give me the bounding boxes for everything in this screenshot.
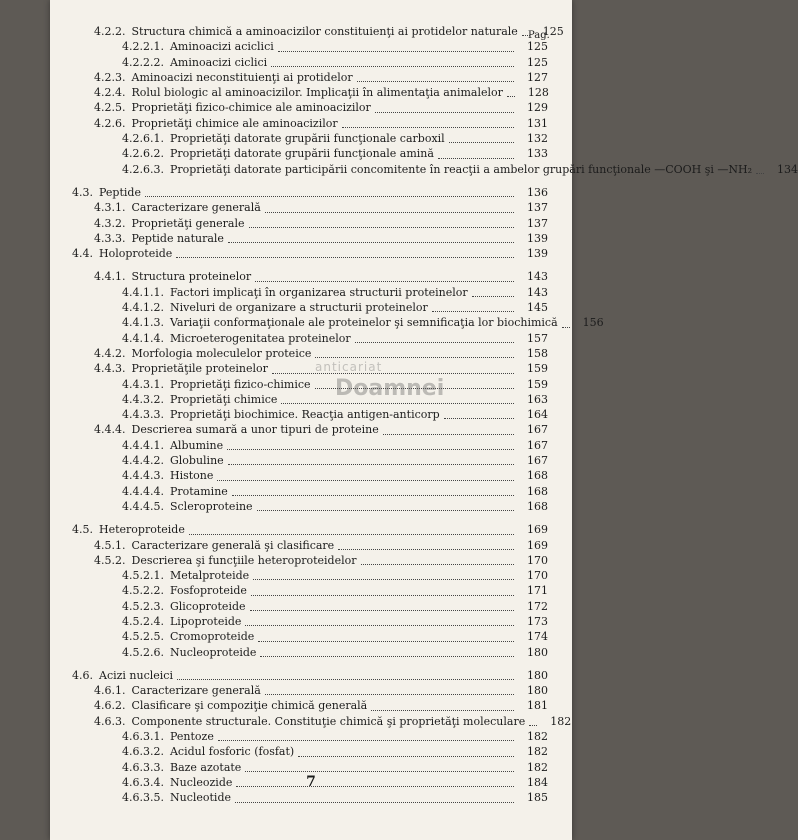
toc-entry-page: 182 [527, 760, 548, 774]
toc-entry-title: Baze azotate [169, 760, 242, 774]
toc-entry-title: Nucleoproteide [169, 645, 257, 659]
toc-entry [72, 392, 548, 407]
toc-entry-number: 4.4.3.3. [122, 408, 164, 422]
toc-entry-page: 159 [527, 362, 548, 376]
toc-entry-title: Fosfoproteide [169, 584, 247, 598]
toc-entry [72, 568, 548, 583]
book-page [50, 0, 798, 840]
toc-entry-page: 184 [527, 775, 548, 789]
toc-entry-number: 4.5.2.2. [122, 584, 164, 598]
toc-entry-page: 131 [527, 116, 548, 130]
toc-entry-page: 139 [527, 231, 548, 245]
toc-entry-number: 4.6.3.4. [122, 775, 164, 789]
toc-entry-title: Niveluri de organizare a structurii proteinelor [169, 301, 428, 315]
toc-entry-title: Rolul biologic al aminoacizilor. Implicaţii în alimentaţia animalelor [131, 86, 503, 100]
toc-entry-number: 4.4.1.4. [122, 331, 164, 345]
toc-entry-page: 125 [527, 40, 548, 54]
toc-entry-page: 182 [527, 745, 548, 759]
toc-entry-title: Descrierea şi funcţiile heteroproteidelor [131, 553, 357, 567]
toc-entry-number: 4.5.2.4. [122, 614, 164, 628]
toc-entry [72, 729, 548, 744]
toc-entry [72, 645, 548, 660]
toc-entry-number: 4.2.6.1. [122, 132, 164, 146]
toc-entry-page: 125 [527, 55, 548, 69]
dot-leader [232, 495, 514, 496]
toc-entry-page: 169 [527, 523, 548, 537]
toc-entry-page: 143 [527, 270, 548, 284]
toc-entry-number: 4.3. [72, 185, 93, 199]
toc-entry-number: 4.4.4. [94, 423, 126, 437]
toc-entry-title: Peptide naturale [131, 231, 224, 245]
toc-entry-page: 136 [527, 185, 548, 199]
toc-entry [72, 499, 548, 514]
dot-leader [258, 641, 514, 642]
dot-leader [271, 66, 514, 67]
toc-entry-page: 180 [527, 668, 548, 682]
dot-leader [228, 242, 514, 243]
toc-entry-page: 181 [527, 699, 548, 713]
toc-entry [72, 285, 548, 300]
toc-entry-page: 156 [582, 316, 604, 330]
toc-entry-page: 125 [542, 25, 564, 38]
dot-leader [357, 81, 514, 82]
toc-entry-number: 4.4.4.5. [122, 499, 164, 513]
toc-entry-number: 4.5.2.6. [122, 645, 164, 659]
toc-entry [72, 698, 548, 713]
toc-entry-number: 4.5. [72, 523, 93, 537]
toc-entry [72, 24, 564, 39]
toc-entry-number: 4.2.3. [94, 70, 126, 84]
toc-entry-number: 4.2.2. [94, 25, 126, 38]
toc-entry [72, 346, 548, 361]
toc-entry-number: 4.4.4.4. [122, 484, 164, 498]
watermark-line2: Doamnei [335, 376, 445, 401]
toc-entry-page: 139 [527, 247, 548, 261]
dot-leader [265, 694, 514, 695]
toc-entry [72, 55, 548, 70]
dot-leader [756, 173, 764, 174]
dot-leader [251, 595, 514, 596]
toc-entry-title: Clasificare şi compoziţie chimică generală [131, 699, 368, 713]
dot-leader [189, 534, 514, 535]
toc-entry-page: 171 [527, 584, 548, 598]
toc-entry-page: 170 [527, 553, 548, 567]
toc-entry-page: 134 [777, 162, 798, 176]
dot-leader [355, 342, 514, 343]
toc-entry-title: Morfologia moleculelor proteice [131, 346, 312, 360]
dot-leader [338, 549, 514, 550]
dot-leader [315, 357, 514, 358]
toc-entry-number: 4.6.3.5. [122, 791, 164, 805]
toc-entry-page: 182 [527, 730, 548, 744]
toc-entry [72, 422, 548, 437]
dot-leader [257, 510, 514, 511]
toc-entry-title: Proprietăţile proteinelor [131, 362, 268, 376]
dot-leader [235, 802, 514, 803]
toc-entry-number: 4.3.2. [94, 216, 126, 230]
toc-entry-number: 4.4.1.3. [122, 316, 164, 330]
toc-entry-number: 4.3.3. [94, 231, 126, 245]
toc-entry-title: Caracterizare generală [131, 684, 261, 698]
toc-entry [72, 599, 548, 614]
toc-entry-number: 4.6.3.1. [122, 730, 164, 744]
toc-entry-number: 4.2.6.3. [122, 162, 164, 176]
toc-entry-number: 4.6.3. [94, 714, 126, 728]
toc-entry-title: Nucleozide [169, 775, 233, 789]
toc-entry-page: 172 [527, 599, 548, 613]
toc-entry [72, 553, 548, 568]
toc-entry [72, 361, 548, 376]
dot-leader [245, 771, 514, 772]
table-of-contents [72, 24, 798, 806]
toc-entry [72, 538, 548, 553]
toc-entry-page: 128 [527, 86, 549, 100]
toc-entry-number: 4.4.1.1. [122, 285, 164, 299]
toc-entry-number: 4.4.1.2. [122, 301, 164, 315]
toc-entry-number: 4.6.3.2. [122, 745, 164, 759]
toc-entry-page: 158 [527, 346, 548, 360]
toc-entry-number: 4.4.1. [94, 270, 126, 284]
toc-entry-title: Factori implicaţi în organizarea structurii proteinelor [169, 285, 468, 299]
dot-leader [250, 610, 514, 611]
toc-entry-page: 173 [527, 614, 548, 628]
toc-entry-number: 4.2.2.1. [122, 40, 164, 54]
toc-entry-page: 133 [527, 147, 548, 161]
toc-entry-number: 4.4.4.3. [122, 469, 164, 483]
toc-entry-title: Proprietăţi biochimice. Reacţia antigen-anticorp [169, 408, 440, 422]
toc-entry-number: 4.2.6. [94, 116, 126, 130]
toc-entry-page: 157 [527, 331, 548, 345]
toc-entry-title: Proprietăţi fizico-chimice [169, 377, 311, 391]
dot-leader [227, 449, 514, 450]
toc-entry [72, 760, 548, 775]
toc-entry-title: Heteroproteide [99, 523, 185, 537]
toc-entry [72, 668, 548, 683]
toc-entry [72, 162, 798, 177]
toc-entry-number: 4.6.2. [94, 699, 126, 713]
watermark-line1: anticariat [315, 360, 383, 374]
toc-entry [72, 377, 548, 392]
toc-entry-number: 4.4. [72, 247, 93, 261]
toc-entry-title: Microeterogenitatea proteinelor [169, 331, 351, 345]
toc-entry-title: Pentoze [169, 730, 214, 744]
toc-entry-page: 137 [527, 216, 548, 230]
toc-entry-number: 4.5.2.3. [122, 599, 164, 613]
toc-entry-number: 4.2.6.2. [122, 147, 164, 161]
dot-leader [228, 464, 514, 465]
toc-entry-number: 4.6.3.3. [122, 760, 164, 774]
toc-entry-title: Proprietăţi fizico-chimice ale aminoacizilor [131, 101, 371, 115]
toc-entry-number: 4.4.2. [94, 346, 126, 360]
toc-entry-title: Aminoacizi neconstituienţi ai protidelor [131, 70, 353, 84]
toc-entry-page: 137 [527, 201, 548, 215]
toc-entry [72, 629, 548, 644]
toc-entry-number: 4.4.4.1. [122, 438, 164, 452]
toc-entry-title: Cromoproteide [169, 630, 255, 644]
toc-entry [72, 300, 548, 315]
dot-leader [562, 327, 570, 328]
toc-entry-title: Aminoacizi ciclici [169, 55, 268, 69]
toc-entry [72, 683, 548, 698]
dot-leader [444, 418, 514, 419]
toc-entry-page: 145 [527, 301, 548, 315]
toc-entry-page: 167 [527, 454, 548, 468]
toc-entry-page: 167 [527, 438, 548, 452]
dot-leader [218, 740, 514, 741]
dot-leader [449, 142, 514, 143]
toc-entry-title: Componente structurale. Constituţie chimică şi proprietăţi moleculare [131, 714, 526, 728]
toc-entry-number: 4.4.3. [94, 362, 126, 376]
toc-entry-number: 4.4.3.1. [122, 377, 164, 391]
dot-leader [522, 35, 530, 36]
toc-entry-page: 129 [527, 101, 548, 115]
dot-leader [371, 710, 514, 711]
watermark [315, 360, 445, 420]
toc-entry-title: Variaţii conformaţionale ale proteinelor şi semnificaţia lor biochimică [169, 316, 558, 330]
dot-leader [253, 579, 514, 580]
toc-entry-title: Scleroproteine [169, 499, 253, 513]
toc-entry [72, 131, 548, 146]
toc-entry-title: Protamine [169, 484, 228, 498]
toc-entry-title: Aminoacizi aciclici [169, 40, 274, 54]
toc-entry-page: 159 [527, 377, 548, 391]
toc-entry-page: 185 [527, 791, 548, 805]
toc-entry [72, 70, 548, 85]
toc-entry-number: 4.6. [72, 668, 93, 682]
toc-entry [72, 216, 548, 231]
toc-entry [72, 484, 548, 499]
toc-entry-number: 4.2.4. [94, 86, 126, 100]
toc-entry [72, 583, 548, 598]
dot-leader [278, 51, 514, 52]
toc-entry-title: Caracterizare generală [131, 201, 261, 215]
toc-entry-title: Proprietăţi datorate grupării funcţionale amină [169, 147, 434, 161]
dot-leader [438, 158, 514, 159]
dot-leader [472, 296, 514, 297]
toc-entry-number: 4.5.2.5. [122, 630, 164, 644]
toc-entry-number: 4.2.5. [94, 101, 126, 115]
dot-leader [249, 227, 514, 228]
dot-leader [177, 679, 514, 680]
toc-entry-title: Albumine [169, 438, 224, 452]
toc-entry-page: 127 [527, 70, 548, 84]
toc-entry [72, 100, 548, 115]
toc-entry [72, 614, 548, 629]
dot-leader [342, 127, 514, 128]
dot-leader [245, 625, 514, 626]
toc-entry-title: Lipoproteide [169, 614, 242, 628]
toc-entry [72, 246, 548, 261]
dot-leader [145, 196, 514, 197]
toc-entry-title: Globuline [169, 454, 224, 468]
toc-entry [72, 315, 604, 330]
toc-entry-title: Acizi nucleici [99, 668, 173, 682]
toc-entry-title: Descrierea sumară a unor tipuri de proteine [131, 423, 379, 437]
page-column-label: Pag. [528, 30, 550, 41]
dot-leader [361, 564, 514, 565]
toc-entry-title: Proprietăţi datorate grupării funcţionale carboxil [169, 132, 445, 146]
toc-entry-number: 4.4.3.2. [122, 392, 164, 406]
toc-entry [72, 744, 548, 759]
toc-entry [72, 438, 548, 453]
toc-entry-number: 4.5.1. [94, 538, 126, 552]
toc-entry-page: 168 [527, 484, 548, 498]
toc-entry-page: 167 [527, 423, 548, 437]
toc-entry-title: Proprietăţi generale [131, 216, 245, 230]
dot-leader [375, 112, 514, 113]
toc-entry [72, 85, 548, 100]
toc-entry-title: Structura chimică a aminoacizilor constituienţi ai protidelor naturale [131, 25, 518, 38]
toc-entry-page: 169 [527, 538, 548, 552]
toc-entry-page: 132 [527, 132, 548, 146]
toc-entry-title: Metalproteide [169, 569, 250, 583]
dot-leader [507, 96, 515, 97]
dot-leader [529, 725, 537, 726]
toc-entry-page: 164 [527, 408, 548, 422]
toc-entry [72, 468, 548, 483]
dot-leader [255, 281, 514, 282]
toc-entry-page: 168 [527, 499, 548, 513]
toc-entry-page: 180 [527, 684, 548, 698]
toc-entry [72, 407, 548, 422]
toc-entry-title: Structura proteinelor [131, 270, 252, 284]
toc-entry-number: 4.6.1. [94, 684, 126, 698]
toc-entry-page: 180 [527, 645, 548, 659]
toc-entry [72, 231, 548, 246]
toc-entry [72, 522, 548, 537]
toc-entry-title: Histone [169, 469, 214, 483]
dot-leader [265, 212, 514, 213]
toc-entry-title: Peptide [99, 185, 141, 199]
toc-entry-title: Acidul fosforic (fosfat) [169, 745, 295, 759]
toc-entry [72, 269, 548, 284]
toc-entry [72, 331, 548, 346]
toc-entry-page: 143 [527, 285, 548, 299]
toc-entry-page: 174 [527, 630, 548, 644]
toc-entry-page: 163 [527, 392, 548, 406]
toc-entry-title: Glicoproteide [169, 599, 246, 613]
toc-entry [72, 714, 572, 729]
toc-entry [72, 185, 548, 200]
toc-entry-number: 4.5.2.1. [122, 569, 164, 583]
toc-entry [72, 453, 548, 468]
toc-entry-number: 4.4.4.2. [122, 454, 164, 468]
dot-leader [432, 311, 514, 312]
toc-entry-page: 168 [527, 469, 548, 483]
toc-entry-number: 4.2.2.2. [122, 55, 164, 69]
dot-leader [176, 257, 514, 258]
toc-entry-title: Proprietăţi datorate participării concomitente în reacţii a ambelor grupări funcţionale —COOH şi —NH₂ [169, 162, 753, 176]
toc-entry-title: Caracterizare generală şi clasificare [131, 538, 335, 552]
dot-leader [260, 656, 514, 657]
dot-leader [298, 756, 514, 757]
page-number: 7 [306, 774, 316, 790]
toc-entry [72, 116, 548, 131]
dot-leader [217, 480, 514, 481]
toc-entry [72, 39, 548, 54]
toc-entry-title: Holoproteide [99, 247, 173, 261]
toc-entry-page: 170 [527, 569, 548, 583]
toc-entry-title: Proprietăţi chimice [169, 392, 278, 406]
toc-entry [72, 146, 548, 161]
toc-entry [72, 200, 548, 215]
toc-entry [72, 790, 548, 805]
toc-entry-page: 182 [550, 714, 572, 728]
toc-entry-number: 4.3.1. [94, 201, 126, 215]
toc-entry-number: 4.5.2. [94, 553, 126, 567]
toc-entry-title: Proprietăţi chimice ale aminoacizilor [131, 116, 338, 130]
dot-leader [383, 434, 514, 435]
toc-entry-title: Nucleotide [169, 791, 231, 805]
